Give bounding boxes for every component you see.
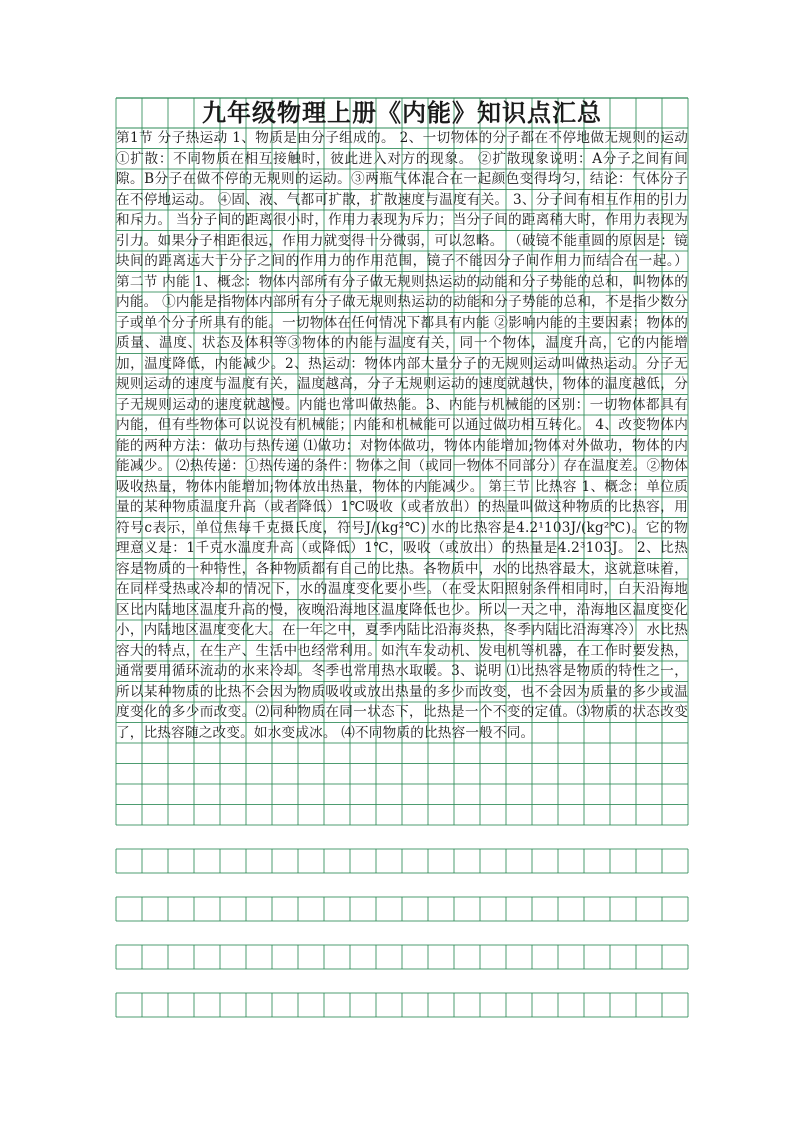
body-paragraph: 第1节 分子热运动 1、物质是由分子组成的。 2、一切物体的分子都在不停地做无规则的运动 ①扩散：不同物质在相互接触时，彼此进入对方的现象。 ②扩散现象说明：A分子之间有间隙。B分子在做不停的无规则的运动。③两瓶气体混合在一起颜色变得均匀，结论：气体分子在不停地运动。 ④固、液、气都可扩散，扩散速度与温度有关。 3、分子间有相互作用的引力和斥力。 当分子间的距离很小时，作用力表现为斥力；当分子间的距离稍大时，作用力表现为引力。如果分子相距很远，作用力就变得十分微弱，可以忽略。 （破镜不能重圆的原因是：镜块间的距离远大于分子之间的作用力的作用范围，镜子不能因分子间作用力而结合在一起。） 第二节 内能 1、概念：物体内部所有分子做无规则热运动的动能和分子势能的总和，叫物体的内能。 ①内能是指物体内部所有分子做无规则热运动的动能和分子势能的总和，不是指少数分子或单个分子所具有的能。一切物体在任何情况下都具有内能 ②影响内能的主要因素：物体的质量、温度、状态及体积等③物体的内能与温度有关，同一个物体，温度升高，它的内能增加，温度降低，内能减少。2、热运动：物体内部大量分子的无规则运动叫做热运动。分子无规则运动的速度与温度有关，温度越高，分子无规则运动的速度就越快，物体的温度越低，分子无规则运动的速度就越慢。内能也常叫做热能。3、内能与机械能的区别：一切物体都具有内能，但有些物体可以说没有机械能；内能和机械能可以通过做功相互转化。 4、改变物体内能的两种方法：做功与热传递 ⑴做功：对物体做功，物体内能增加;物体对外做功，物体的内能减少。 ⑵热传递：①热传递的条件：物体之间（或同一物体不同部分）存在温度差。②物体吸收热量，物体内能增加;物体放出热量，物体的内能减少。 第三节 比热容 1、概念：单位质量的某种物质温度升高（或者降低）1℃吸收（或者放出）的热量叫做这种物质的比热容，用符号c表示，单位焦每千克摄氏度，符号J/(kg²℃) 水的比热容是4.2¹103J/(kg²℃)。它的物理意义是：1千克水温度升高（或降低）1℃，吸收（或放出）的热量是4.2³103J。 2、比热容是物质的一种特性，各种物质都有自己的比热。各物质中，水的比热容最大，这就意味着，在同样受热或冷却的情况下，水的温度变化要小些。（在受太阳照射条件相同时，白天沿海地区比内陆地区温度升高的慢，夜晚沿海地区温度降低也少。所以一天之中，沿海地区温度变化小，内陆地区温度变化大。在一年之中，夏季内陆比沿海炎热，冬季内陆比沿海寒冷） 水比热容大的特点，在生产、生活中也经常利用。如汽车发动机、发电机等机器，在工作时要发热，通常要用循环流动的水来冷却。冬季也常用热水取暖。3、说明 ⑴比热容是物质的特性之一，所以某种物质的比热不会因为物质吸收或放出热量的多少而改变，也不会因为质量的多少或温度变化的多少而改变。⑵同种物质在同一状态下，比热是一个不变的定值。⑶物质的状态改变了，比热容随之改变。如水变成冰。 ⑷不同物质的比热容一般不同。 [116, 130, 688, 741]
document-body [116, 98, 688, 743]
page-title: 九年级物理上册《内能》知识点汇总 [202, 99, 602, 127]
